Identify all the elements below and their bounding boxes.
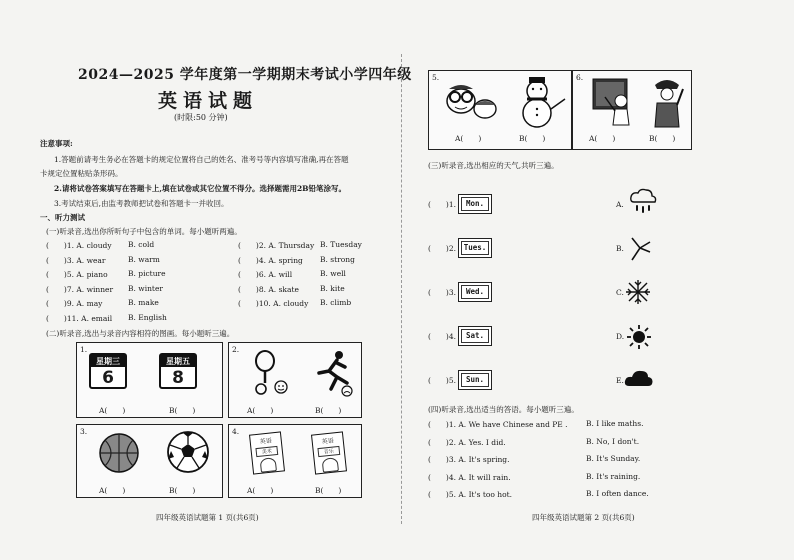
table-tennis-icon [249,349,289,399]
part4-option-b: B. I often dance. [586,489,649,498]
weather-question[interactable]: ( )5. [428,376,457,385]
right-page [400,0,794,560]
exam-title: 2024—2025 学年度第一学期期末考试小学四年级 [78,67,412,83]
calendar-wednesday-icon [89,353,127,389]
answer-a[interactable]: A( ) [455,134,482,143]
subject-title: 英语试题 [158,90,259,112]
part4-question[interactable]: ( )5. A. It's too hot. [428,490,513,499]
part1-option-b: B. climb [320,298,352,307]
day-card [458,370,492,390]
part1-question[interactable]: ( )10. A. cloudy [238,299,309,308]
picture-box-3 [76,424,223,498]
snowy-icon [624,278,652,306]
english-art-book-icon [249,431,285,474]
weather-question[interactable]: ( )1. [428,200,457,209]
picture-box-2 [228,342,362,418]
part1-option-b: B. winter [128,283,163,293]
part3-instruction: (三)听录音,选出相应的天气,共听三遍。 [428,161,559,170]
book-figure-icon [260,457,277,473]
basketball-icon [97,431,141,475]
box-number: 5. [432,73,440,82]
part1-question[interactable]: ( )5. A. piano [46,270,108,279]
part1-question[interactable]: ( )4. A. spring [238,255,303,265]
day-card [458,194,492,214]
weather-option-letter: A. [616,200,624,209]
part1-question[interactable]: ( )3. A. wear [46,255,106,265]
answer-a[interactable]: A( ) [247,406,274,415]
kids-with-goggles-icon [439,79,499,125]
day-card [458,326,492,346]
box-number: 1. [80,345,88,354]
part4-question[interactable]: ( )4. A. It will rain. [428,472,511,482]
part4-option-b: B. It's raining. [586,471,641,481]
windy-icon [628,236,652,262]
day-card [458,238,492,258]
box-number: 4. [232,427,240,436]
answer-b[interactable]: B( ) [315,486,342,495]
picture-box-6 [572,70,692,150]
rainy-icon [628,188,658,216]
section-heading: 一、听力测试 [40,213,85,222]
part2-instruction: (二)听录音,选出与录音内容相符的图画。每小题听三遍。 [46,329,235,338]
sunny-icon [626,324,652,350]
part4-instruction: (四)听录音,选出适当的答语。每小题听三遍。 [428,405,579,414]
weather-option-letter: E. [616,376,624,385]
book-subtitle: 音乐 [317,446,340,457]
answer-b[interactable]: B( ) [649,134,676,143]
book-label: 英语 [321,437,335,446]
note-line: 1.答题前请考生务必在答题卡的规定位置将自己的姓名、准考号等内容填写准确,再在答题 [54,155,349,164]
answer-b[interactable]: B( ) [169,406,196,415]
answer-b[interactable]: B( ) [169,486,196,495]
answer-a[interactable]: A( ) [99,486,126,495]
note-line: 2.请将试卷答案填写在答题卡上,填在试卷或其它位置不得分。选择题需用2B铅笔涂写。 [54,184,346,193]
part1-question[interactable]: ( )2. A. Thursday [238,241,315,250]
part4-option-b: B. I like maths. [586,419,644,428]
answer-b[interactable]: B( ) [315,406,342,415]
day-label: Tues. [461,241,489,255]
picture-box-1 [76,342,223,418]
teacher-icon [591,77,635,127]
running-icon [309,349,355,399]
weather-question[interactable]: ( )4. [428,332,457,341]
part4-question[interactable]: ( )3. A. It's spring. [428,455,510,464]
part1-option-b: B. make [128,298,159,307]
book-subtitle: 美术 [255,446,278,457]
weather-question[interactable]: ( )3. [428,288,457,297]
part4-option-b: B. It's Sunday. [586,454,641,463]
english-music-book-icon [311,431,347,474]
answer-a[interactable]: A( ) [589,134,616,143]
part1-question[interactable]: ( )1. A. cloudy [46,241,112,250]
box-number: 6. [576,73,584,82]
answer-a[interactable]: A( ) [99,406,126,415]
answer-a[interactable]: A( ) [247,486,274,495]
picture-box-4 [228,424,362,498]
part1-instruction: (一)听录音,选出你所听句子中包含的单词。每小题听两遍。 [46,227,242,236]
part1-option-b: B. cold [128,240,155,249]
picture-box-5 [428,70,572,150]
part1-option-b: B. well [320,269,346,278]
book-figure-icon [322,457,339,473]
notes-heading: 注意事项: [40,139,73,148]
weather-option-letter: D. [616,332,625,341]
weather-option-letter: B. [616,244,624,253]
part1-option-b: B. English [128,312,167,322]
day-label: Sat. [461,329,489,343]
part1-question[interactable]: ( )6. A. will [238,270,293,279]
note-line: 3.考试结束后,由监考教师把试卷和答题卡一并收回。 [54,199,229,208]
calendar-head: 星期三 [91,355,125,367]
part1-option-b: B. Tuesday [320,240,362,249]
calendar-friday-icon [159,353,197,389]
day-card [458,282,492,302]
cloudy-icon [624,368,654,388]
day-label: Sun. [461,373,489,387]
part1-option-b: B. warm [128,254,160,264]
police-officer-icon [647,75,687,129]
part1-option-b: B. strong [320,254,355,264]
part4-question[interactable]: ( )2. A. Yes. I did. [428,437,506,447]
part1-option-b: B. picture [128,269,166,278]
calendar-head: 星期五 [161,355,195,367]
part1-question[interactable]: ( )11. A. email [46,313,113,323]
part1-question[interactable]: ( )7. A. winner [46,284,114,294]
book-label: 英语 [259,437,273,446]
day-label: Wed. [461,285,489,299]
football-icon [165,429,211,475]
note-line: 卡规定位置粘贴条形码。 [40,169,123,178]
time-note: (时限:50 分钟) [174,113,228,122]
box-number: 2. [232,345,240,354]
part1-question[interactable]: ( )9. A. may [46,299,103,308]
day-label: Mon. [461,197,489,211]
weather-question[interactable]: ( )2. [428,244,457,253]
page-footer: 四年级英语试题第 2 页(共6页) [532,513,635,522]
part1-option-b: B. kite [320,283,345,293]
box-number: 3. [80,427,88,436]
snowman-icon [511,75,569,129]
answer-b[interactable]: B( ) [519,134,546,143]
page-footer: 四年级英语试题第 1 页(共6页) [156,513,259,522]
weather-option-letter: C. [616,288,624,297]
calendar-number: 6 [102,368,114,388]
part1-question[interactable]: ( )8. A. skate [238,284,299,294]
part4-option-b: B. No, I don't. [586,436,640,446]
part4-question[interactable]: ( )1. A. We have Chinese and PE . [428,420,568,429]
calendar-number: 8 [172,368,184,388]
